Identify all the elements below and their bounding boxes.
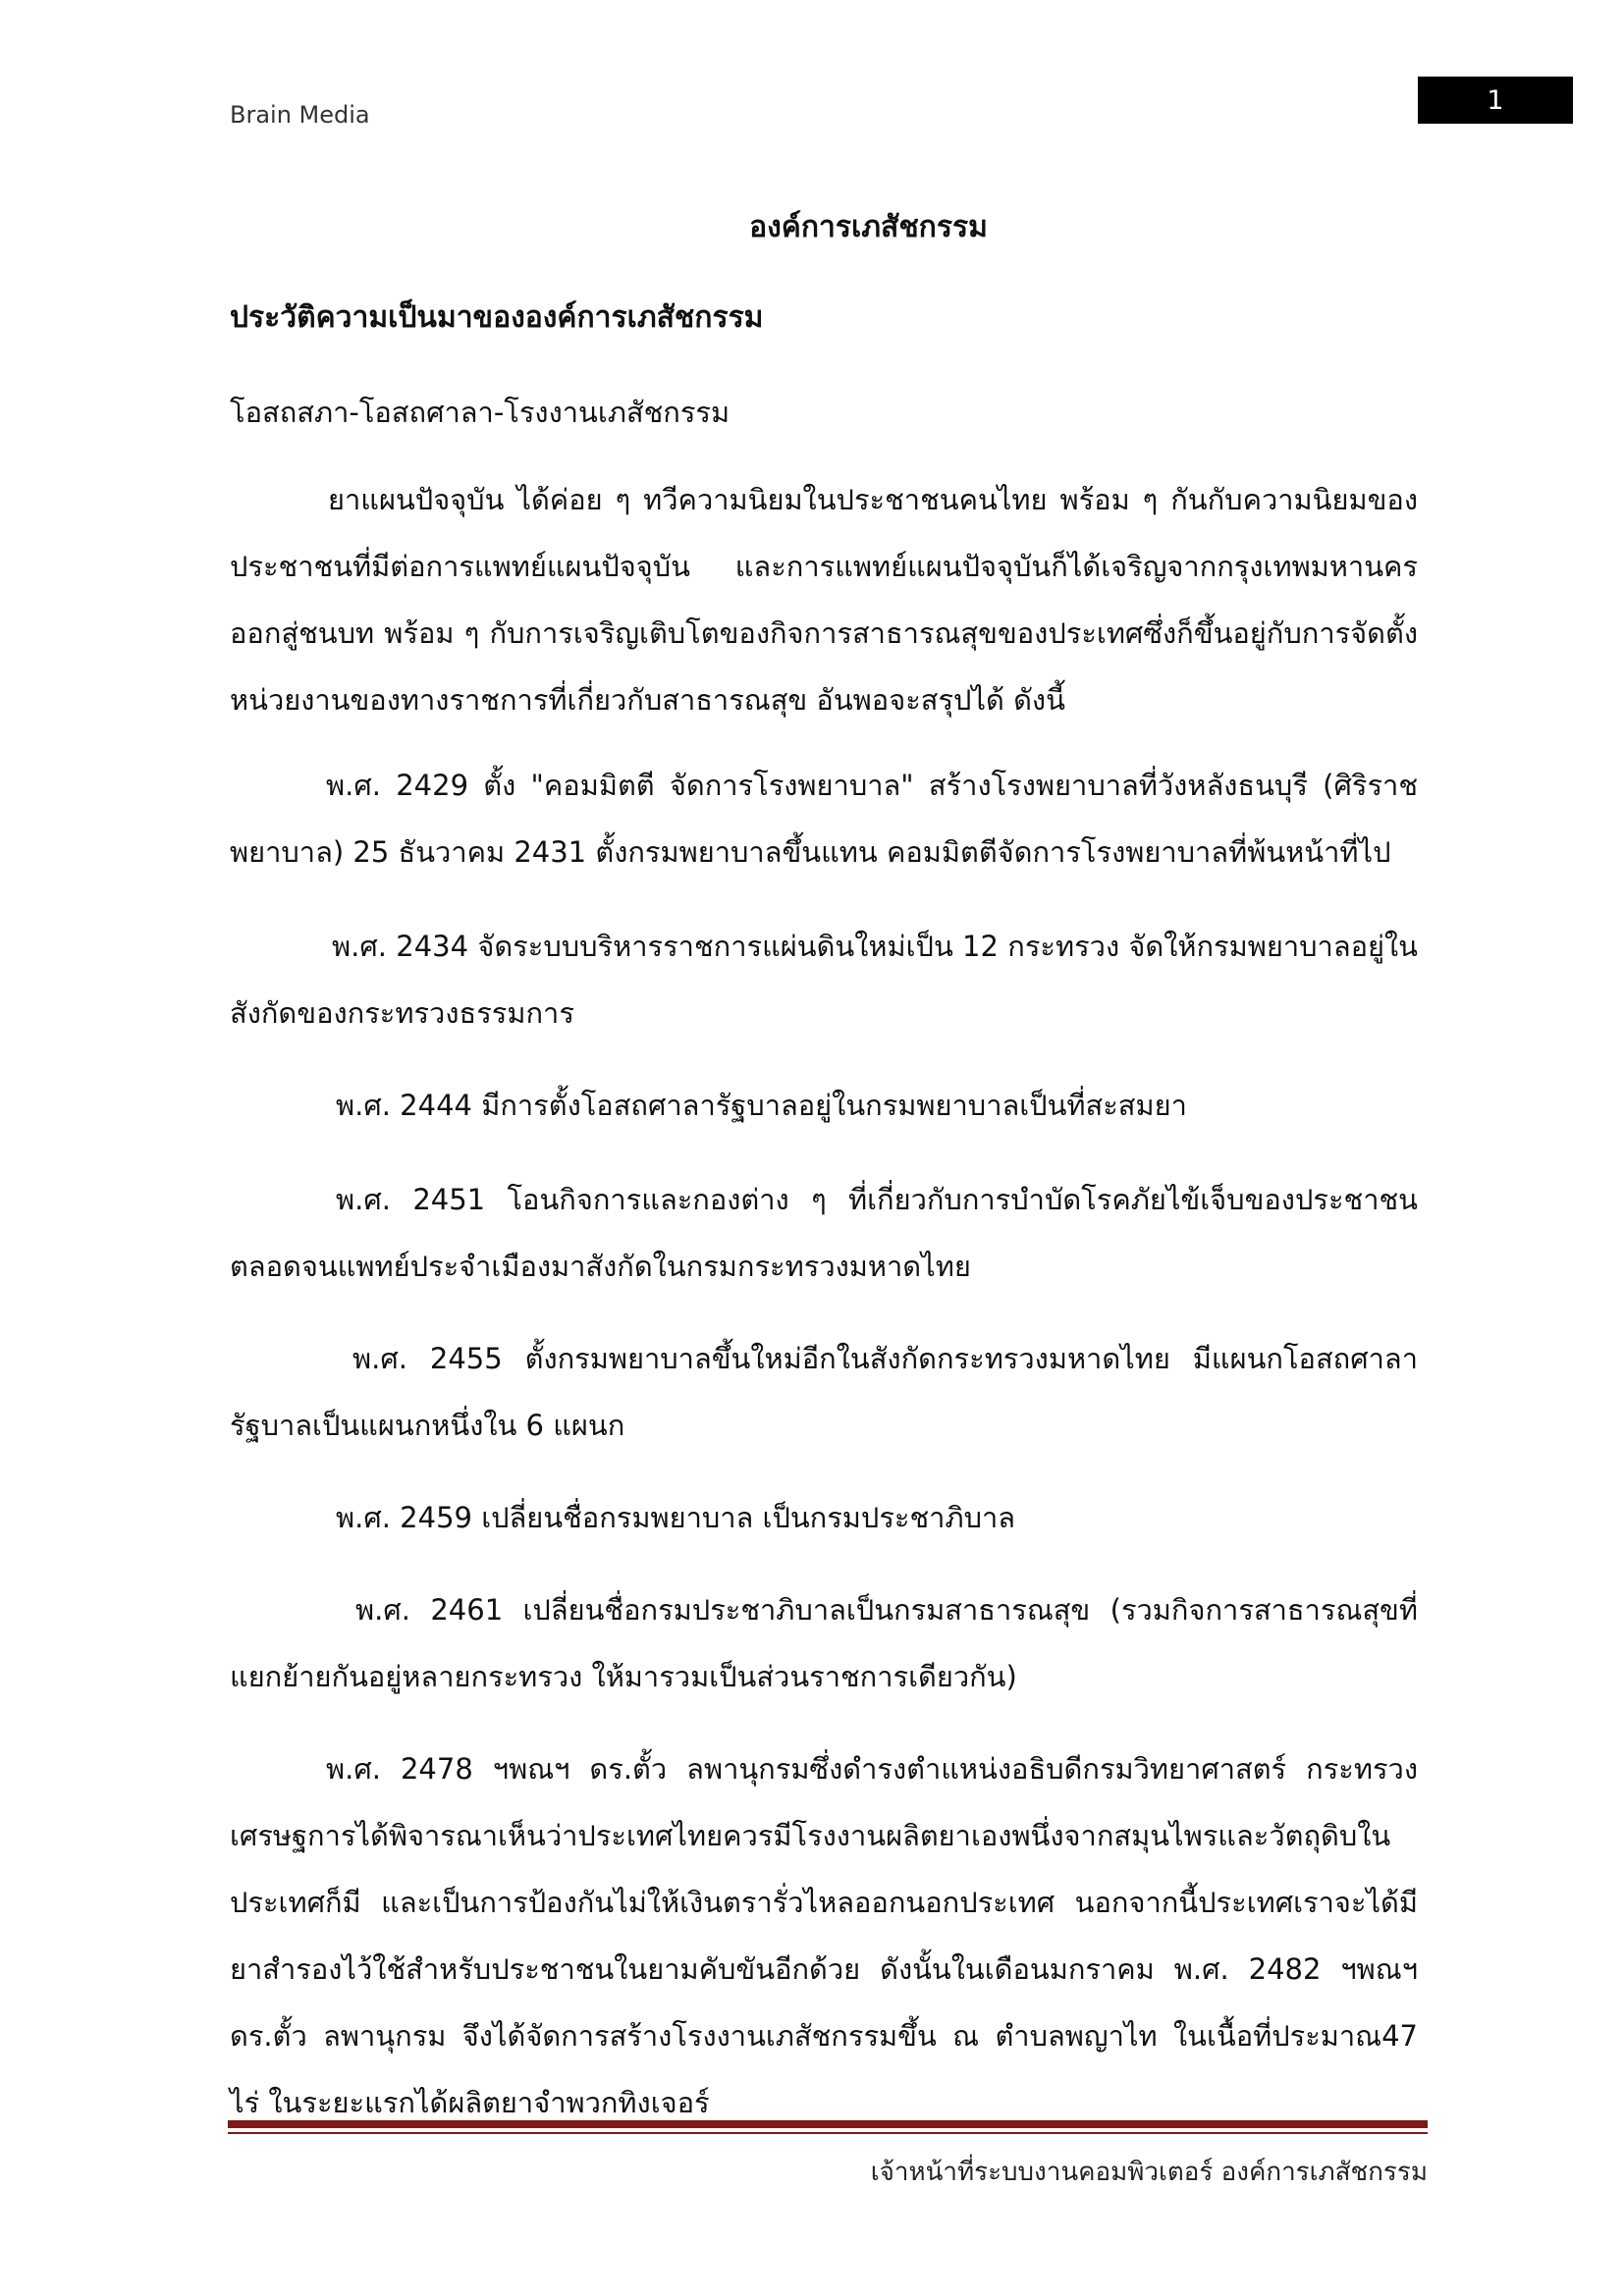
document-title: องค์การเภสัชกรรม	[749, 210, 988, 244]
paragraph-2461: พ.ศ. 2461 เปลี่ยนชื่อกรมประชาภิบาลเป็นกรมสาธารณสุข (รวมกิจการสาธารณสุขที่แยกย้ายกันอยู่หลายกระทรวง ให้มารวมเป็นส่วนราชการเดียวกัน)	[230, 1593, 1418, 1693]
footer-text: เจ้าหน้าที่ระบบงานคอมพิวเตอร์ องค์การเภสัชกรรม	[870, 2158, 1428, 2187]
paragraph-2451: พ.ศ. 2451 โอนกิจการและกองต่าง ๆ ที่เกี่ยวกับการบำบัดโรคภัยไข้เจ็บของประชาชน ตลอดจนแพทย์ประจำเมืองมาสังกัดในกรมกระทรวงมหาดไทย	[230, 1183, 1418, 1283]
section-heading: ประวัติความเป็นมาขององค์การเภสัชกรรม	[230, 300, 764, 335]
paragraph-2478: พ.ศ. 2478 ฯพณฯ ดร.ตั้ว ลพานุกรมซึ่งดำรงตำแหน่งอธิบดีกรมวิทยาศาสตร์ กระทรวงเศรษฐการได้พิจารณาเห็นว่าประเทศไทยควรมีโรงงานผลิตยาเองพนึ่งจากสมุนไพรและวัตถุดิบในประเทศก็มี และเป็นการป้องกันไม่ให้เงินตรารั่วไหลออกนอกประเทศ นอกจากนี้ประเทศเราจะได้มียาสำรองไว้ใช้สำหรับประชาชนในยามคับขันอีกด้วย ดังนั้นในเดือนมกราคม พ.ศ. 2482 ฯพณฯ ดร.ตั้ว ลพานุกรม จึงได้จัดการสร้างโรงงานเภสัชกรรมขึ้น ณ ตำบลพญาไท ในเนื้อที่ประมาณ47 ไร่ ในระยะแรกได้ผลิตยาจำพวกทิงเจอร์	[230, 1752, 1418, 2119]
footer-rule	[228, 2120, 1428, 2128]
paragraph-intro: ยาแผนปัจจุบัน ได้ค่อย ๆ ทวีความนิยมในประชาชนคนไทย พร้อม ๆ กันกับความนิยมของประชาชนที่มีต่อการแพทย์แผนปัจจุบัน และการแพทย์แผนปัจจุบันก็ได้เจริญจากกรุงเทพมหานครออกสู่ชนบท พร้อม ๆ กับการเจริญเติบโตของกิจการสาธารณสุขของประเทศซึ่งก็ขึ้นอยู่กับการจัดตั้งหน่วยงานของทางราชการที่เกี่ยวกับสาธารณสุข อันพอจะสรุปได้ ดังนี้	[230, 483, 1418, 717]
paragraph-2429: พ.ศ. 2429 ตั้ง "คอมมิตตี จัดการโรงพยาบาล" สร้างโรงพยาบาลที่วังหลังธนบุรี (ศิริราชพยาบาล) 25 ธันวาคม 2431 ตั้งกรมพยาบาลขึ้นแทน คอมมิตตีจัดการโรงพยาบาลที่พ้นหน้าที่ไป	[230, 769, 1418, 869]
header-publisher: Brain Media	[230, 101, 370, 129]
paragraph-2444: พ.ศ. 2444 มีการตั้งโอสถศาลารัฐบาลอยู่ในกรมพยาบาลเป็นที่สะสมยา	[336, 1089, 1187, 1122]
footer-rule-thin	[228, 2132, 1428, 2134]
page-number-box	[1418, 77, 1573, 124]
page-number: 1	[1487, 84, 1504, 116]
sub-heading: โอสถสภา-โอสถศาลา-โรงงานเภสัชกรรม	[230, 396, 731, 429]
paragraph-2459: พ.ศ. 2459 เปลี่ยนชื่อกรมพยาบาล เป็นกรมประชาภิบาล	[336, 1501, 1016, 1534]
paragraph-2434: พ.ศ. 2434 จัดระบบบริหารราชการแผ่นดินใหม่เป็น 12 กระทรวง จัดให้กรมพยาบาลอยู่ในสังกัดของกระทรวงธรรมการ	[230, 930, 1418, 1030]
paragraph-2455: พ.ศ. 2455 ตั้งกรมพยาบาลขึ้นใหม่อีกในสังกัดกระทรวงมหาดไทย มีแผนกโอสถศาลารัฐบาลเป็นแผนกหนึ่งใน 6 แผนก	[230, 1342, 1418, 1442]
